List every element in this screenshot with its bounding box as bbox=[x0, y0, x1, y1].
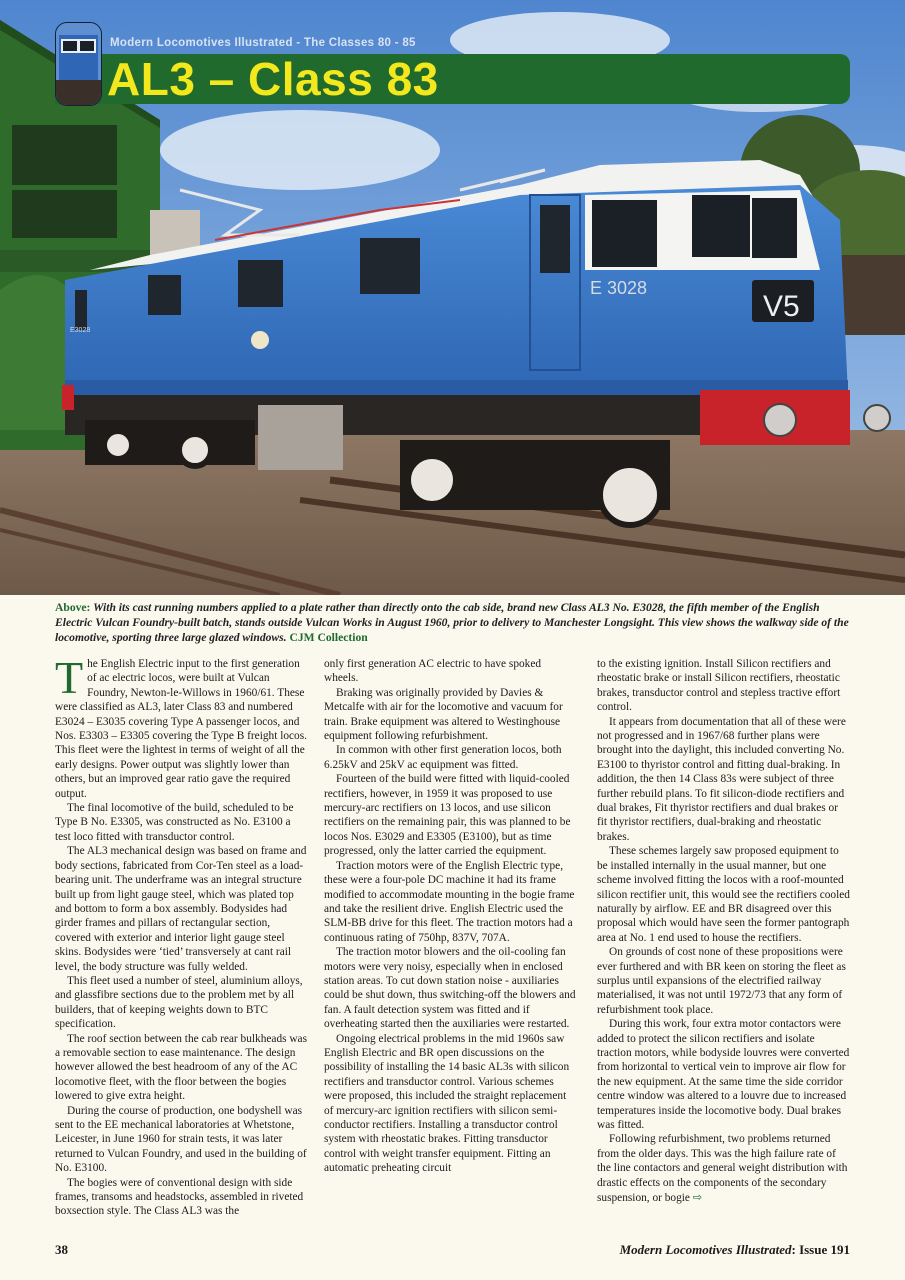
loco-number: E 3028 bbox=[590, 278, 648, 298]
caption-lead: Above: bbox=[55, 601, 91, 614]
paragraph: During the course of production, one bodyshell was sent to the EE mechanical laboratories at Whetstone, Leicester, in June 1960 for strain tests, it was later returned to Vulcan Foundry, and used in the building of No. E3100. bbox=[55, 1104, 307, 1175]
paragraph: Fourteen of the build were fitted with liquid-cooled rectifiers, however, in 1959 it was proposed to use mercury-arc rectifiers on 13 locos, and use silicon rectifiers on the remaining pair, this was planned to be locos Nos. E3029 and E3305 (E3100), but as time progressed, only the latter carried the equipment. bbox=[324, 773, 571, 858]
paragraph: The bogies were of conventional design with side frames, transoms and headstocks, assembled in riveted boxsection style. The Class AL3 was the bbox=[55, 1176, 304, 1218]
paragraph: The roof section between the cab rear bulkheads was a removable section to ease maintenance. The design however allowed the best headroom of any of the AC locomotive fleet, with the floor between the bogies lowered to give extra height. bbox=[55, 1032, 308, 1103]
photo-credit: CJM Collection bbox=[289, 631, 368, 644]
paragraph: These schemes largely saw proposed equipment to be installed internally in the usual manner, but one scheme involved fitting the locos with a roof-mounted silicon rectifier unit, this would see the rectifiers cooled naturally by airflow. EE and BR disagreed over this proposal which would have seen the former pantograph area at No. 1 end used to house the rectifiers. bbox=[597, 845, 850, 944]
header-thumbnail bbox=[55, 22, 102, 106]
paragraph: It appears from documentation that all of these were not progressed and in 1967/68 further plans were brought into the daylight, this included converting No. E3100 to thyristor control and fitting dual-braking. In addition, the then 14 Class 83s were subject of three further rebuild plans. To fit silicon-diode rectifiers and dual brakes, Fit thyristor rectifiers and dual brakes or fit thyristor rectifiers, dual-braking and rheostatic brakes. bbox=[597, 715, 846, 843]
page-number: 38 bbox=[55, 1242, 68, 1257]
photo-caption bbox=[55, 600, 850, 645]
paragraph: Traction motors were of the English Electric type, these were a four-pole DC machine it had its frame modified to accommodate mounting in the bogie frame and take the resilient drive. English Electric used the SLM-BB drive for this fleet. The traction motors had a continuous rating of 750hp, 837V, 707A. bbox=[324, 859, 575, 944]
article-column-3 bbox=[597, 657, 850, 1205]
drop-cap: T bbox=[55, 652, 84, 703]
paragraph: The traction motor blowers and the oil-cooling fan motors were very noisy, especially when in enclosed station areas. To cut down station noise - auxiliaries could be shut down, thus switching-off the blowers and fan. A fault detection system was fitted and if overheating started then the auxiliaries were restarted. bbox=[324, 946, 576, 1031]
page-title: AL3 – Class 83 bbox=[107, 53, 439, 105]
caption-text: With its cast running numbers applied to a plate rather than directly onto the cab side, brand new Class AL3 No. E3028, the fifth member of the English Electric Vulcan Foundry-built batch, stands outside Vulcan Works in August 1960, prior to delivery to Manchester Longsight. This view shows the walkway side of the locomotive, sporting three large glazed windows. bbox=[55, 601, 849, 644]
paragraph: During this work, four extra motor contactors were added to protect the silicon rectifiers and isolate traction motors, while bodyside louvres were converted from horizontal to vertical vein to improve air flow for the new equipment. At the same time the side corridor centre window was altered to a louvre due to increased temperatures inside the locomotive body. Dual brakes was fitted. bbox=[597, 1018, 850, 1131]
paragraph: In common with other first generation locos, both 6.25kV and 25kV ac equipment was fitted. bbox=[324, 744, 562, 771]
article-column-1 bbox=[55, 652, 308, 1219]
paragraph: The AL3 mechanical design was based on frame and body sections, fabricated from Cor-Ten steel as a load-bearing unit. The underframe was an integral structure built up from light gauge steel, which was plated top and bottom to form a box assembly. Bodysides had girder frames and pillars of rectangular section, covered with exterior and interior light gauge steel skins. Bodysides were ‘tied’ transversely at cant rail level, the body structure was fully welded. bbox=[55, 845, 307, 973]
paragraph: Braking was originally provided by Davies & Metcalfe with air for the locomotive and vacuum for train. Brake equipment was altered to Westinghouse equipment following refurbishment. bbox=[324, 686, 563, 743]
paragraph: only first generation AC electric to have spoked wheels. bbox=[324, 658, 542, 685]
issue-number: : Issue 191 bbox=[791, 1242, 850, 1257]
paragraph: The English Electric input to the first generation of ac electric locos, were built at Vulcan Foundry, Newton-le-Willows in 1960/61. These were classified as AL3, later Class 83 and numbered E3024 – E3035 covering Type A passenger locos, and Nos. E3303 – E3305 covering the Type B freight locos. This fleet were the lightest in terms of weight of all the early designs. Power output was slightly lower than others, but an improved gear ratio gave the required output. bbox=[55, 652, 307, 800]
paragraph: On grounds of cost none of these propositions were ever furthered and with BR keen on storing the fleet as surplus until expansions of the electrified railway materialised, it was not until 1972/73 that any form of refurbishment took place. bbox=[597, 946, 846, 1016]
running-header: Modern Locomotives Illustrated - The Classes 80 - 85 bbox=[110, 37, 416, 49]
small-loco-number: E3028 bbox=[70, 327, 91, 334]
headcode-indicator: V5 bbox=[763, 290, 800, 323]
paragraph: Following refurbishment, two problems returned from the older days. This was the high failure rate of the line contactors and general weight distribution with drastic effects on the components of the secondary suspension, or bogie ⇨ bbox=[597, 1133, 848, 1205]
paragraph: Ongoing electrical problems in the mid 1960s saw English Electric and BR open discussions on the possibility of installing the 14 basic AL3s with silicon rectifiers and transductor control. Various schemes were proposed, this included the straight replacement of mercury-arc ignition rectifiers with silicon semi-conductor rectifiers. Installing a transductor control system with rheostatic brakes. Fitting transductor control with weight transfer equipment. Fitting an automatic preheating circuit bbox=[324, 1032, 570, 1175]
magazine-name: Modern Locomotives Illustrated bbox=[619, 1242, 792, 1257]
article-column-2 bbox=[324, 657, 576, 1176]
paragraph: to the existing ignition. Install Silicon rectifiers and rheostatic brake or install Silicon rectifiers, rheostatic brakes, transductor control and stepless tractive effort control. bbox=[597, 658, 841, 714]
paragraph: The final locomotive of the build, scheduled to be Type B No. E3305, was constructed as No. E3100 a test loco fitted with transductor control. bbox=[55, 802, 294, 843]
magazine-footer bbox=[620, 1242, 850, 1258]
arrow-right-icon: ⇨ bbox=[692, 1190, 703, 1205]
paragraph: This fleet used a number of steel, aluminium alloys, and glassfibre sections due to the problem met by all builders, that of keeping weights down to BTC specification. bbox=[55, 974, 303, 1031]
